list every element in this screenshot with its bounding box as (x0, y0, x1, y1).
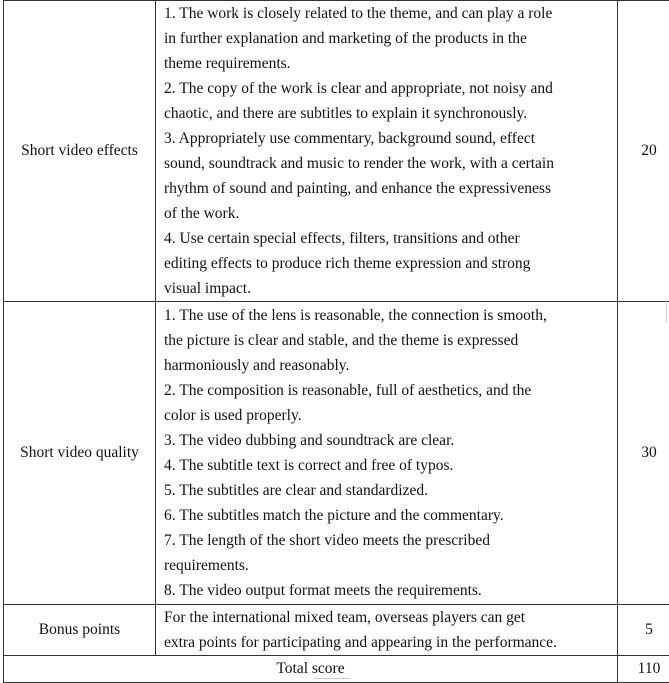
table-row-bonus-points (4, 605, 669, 656)
page-edge-divider (314, 678, 350, 679)
criterion-cell: Short video effects (4, 1, 156, 302)
description-line: 7. The length of the short video meets the prescribed (164, 528, 611, 553)
description-line: visual impact. (164, 276, 611, 301)
description-line: in further explanation and marketing of the products in the (164, 26, 611, 51)
table-row-short-video-quality (4, 302, 669, 605)
description-line: For the international mixed team, overseas players can get (164, 605, 611, 630)
description-line: 3. The video dubbing and soundtrack are clear. (164, 428, 611, 453)
description-line: 1. The use of the lens is reasonable, the connection is smooth, (164, 303, 611, 328)
criterion-cell: Short video quality (4, 302, 156, 605)
description-cell (156, 605, 618, 656)
description-line: chaotic, and there are subtitles to explain it synchronously. (164, 101, 611, 126)
description-line: the picture is clear and stable, and the theme is expressed (164, 328, 611, 353)
description-cell (156, 1, 618, 302)
description-line: sound, soundtrack and music to render the work, with a certain (164, 151, 611, 176)
description-line: rhythm of sound and painting, and enhance the expressiveness (164, 176, 611, 201)
description-line: harmoniously and reasonably. (164, 353, 611, 378)
description-line: 4. The subtitle text is correct and free of typos. (164, 453, 611, 478)
description-line: 6. The subtitles match the picture and the commentary. (164, 503, 611, 528)
description-line: 3. Appropriately use commentary, background sound, effect (164, 126, 611, 151)
page-edge-divider (666, 300, 667, 322)
table-row-short-video-effects (4, 1, 669, 302)
description-line: extra points for participating and appearing in the performance. (164, 630, 611, 655)
points-cell: 5 (618, 605, 669, 656)
description-line: 2. The copy of the work is clear and appropriate, not noisy and (164, 76, 611, 101)
description-cell (156, 302, 618, 605)
description-line: 5. The subtitles are clear and standardized. (164, 478, 611, 503)
points-cell: 20 (618, 1, 669, 302)
description-line: 4. Use certain special effects, filters, transitions and other (164, 226, 611, 251)
criterion-cell: Bonus points (4, 605, 156, 656)
total-score-value: 110 (618, 656, 669, 683)
description-line: requirements. (164, 553, 611, 578)
total-score-label: Total score (4, 656, 618, 683)
description-line: 8. The video output format meets the requirements. (164, 578, 611, 603)
description-line: 1. The work is closely related to the theme, and can play a role (164, 1, 611, 26)
description-line: theme requirements. (164, 51, 611, 76)
description-line: color is used properly. (164, 403, 611, 428)
description-line: of the work. (164, 201, 611, 226)
scoring-table (3, 0, 669, 683)
points-cell: 30 (618, 302, 669, 605)
description-line: 2. The composition is reasonable, full of aesthetics, and the (164, 378, 611, 403)
description-line: editing effects to produce rich theme expression and strong (164, 251, 611, 276)
